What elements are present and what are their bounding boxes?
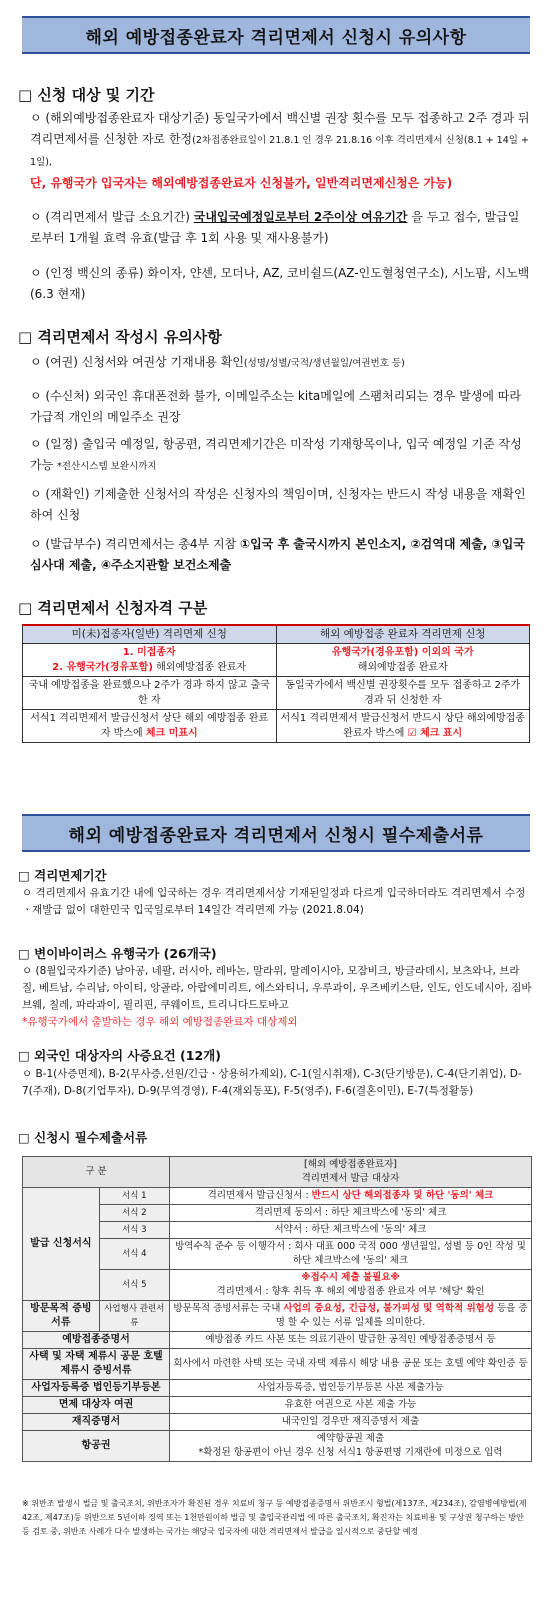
col-header-unvaccinated: 미(未)접종자(일반) 격리면제 신청 bbox=[23, 625, 277, 644]
page-banner-top bbox=[22, 16, 530, 54]
section-title: □ 격리면제기간 bbox=[18, 868, 107, 883]
section-title: □ 신청 대상 및 기간 bbox=[18, 86, 155, 104]
eligibility-table bbox=[22, 624, 530, 743]
bullet-copies: ㅇ (발급부수) 격리면제서는 총4부 지참 ①입국 후 출국시까지 본인소지, ②검역대 제출, ③입국심사대 제출, ④주소지관할 보건소제출 bbox=[30, 537, 525, 572]
table-header-row: 구 분 [해외 예방접종완료자] 격리면제서 발급 대상자 bbox=[23, 1157, 532, 1188]
footnote: ※ 위반조 발생시 벌금 및 출국조치, 위반조자가 확진된 경우 치료비 청구 등 예방접종증명서 위반조시 형벌(제137조, 제234조), 감염병예방법(제42조, 제47조)등 위반으로 5년이하 징역 또는 1천만원이하 벌금 및 출입국관리법 에 따른 출국조치, 확진자는 치료비용 및 구상권 청구하는 방안 등 검토 중, 위반조 사례가 다수 발생하는 국가는 해당국 입국자에 대한 격리면제서 발급을 일시적으로 중단할 예정 bbox=[22, 1499, 527, 1536]
page-banner-second bbox=[22, 814, 530, 852]
table-row: 면제 대상자 여권 유효한 여권으로 사본 제출 가능 bbox=[23, 1397, 532, 1414]
bullet-vaccine-types: ㅇ (인정 백신의 종류) 화이자, 얀센, 모더나, AZ, 코비쉴드(AZ-인도혈청연구소), 시노팜, 시노백(6.3 현재) bbox=[30, 266, 530, 301]
table-row: 재직증명서 내국인일 경우만 재직증명서 제출 bbox=[23, 1414, 532, 1431]
banner-title: 해외 예방접종완료자 격리면제서 신청시 필수제출서류 bbox=[68, 825, 484, 846]
section-title: □ 변이바이러스 유행국가 (26개국) bbox=[18, 946, 217, 961]
bullet-variant-countries: ㅇ (8월입국자기준) 남아공, 네팔, 러시아, 레바논, 말라위, 말레이시아, 모잠비크, 방글라데시, 보츠와나, 브라질, 베트남, 수리남, 아이티, 앙골라, 아랍에미리트, 에스와티니, 우루과이, 우즈베키스탄, 인도, 인도네시아, 짐바브웨, 칠레, 파라과이, 필리핀, 쿠웨이트, 트리니다드토바고 *유행국가에서 출발하는 경우 해외 예방접종완료자 대상제외 bbox=[22, 965, 532, 1028]
table-row: 예방접종증명서 예방접종 카드 사본 또는 의료기관이 발급한 공적인 예방접종증명서 등 bbox=[23, 1332, 532, 1349]
bullet-target-criteria: ㅇ (해외예방접종완료자 대상기준) 동일국가에서 백신별 권장 횟수를 모두 접종하고 2주 경과 뒤 격리면제서를 신청한 자로 한정(2차접종완료일이 21.8.1 인 경우 21.8.16 이후 격리면제서 신청(8.1 + 14일 + 1일), 단, 유행국가 입국자는 해외예방접종완료자 신청불가, 일반격리면제신청은 가능) bbox=[30, 111, 530, 190]
table-row: 서식1 격리면제서 발급신청서 상단 해외 예방접종 완료자 박스에 체크 미표시 서식1 격리면제서 발급신청서 반드시 상단 해외예방접종 완료자 박스에 ☑ 체크 표시 bbox=[23, 710, 530, 743]
table-row: 사업자등록증 법인등기부등본 사업자등록증, 법인등기부등본 사본 제출가능 bbox=[23, 1380, 532, 1397]
col-header-vaccinated: 해외 예방접종 완료자 격리면제 신청 bbox=[276, 625, 530, 644]
table-row: 항공권 예약항공권 제출 *확정된 항공편이 아닌 경우 신청 서식1 항공편명 기재란에 미정으로 입력 bbox=[23, 1431, 532, 1462]
table-row: 서식 4 방역수칙 준수 등 이행각서 : 회사 대표 000 국적 000 생년월일, 성별 등 0인 작성 및 하단 체크박스에 '동의' 체크 bbox=[23, 1239, 532, 1270]
table-row: 방문목적 증빙서류 사업행사 관련서류 방문목적 증빙서류는 국내 사업의 중요성, 긴급성, 불가피성 및 역학적 위험성 등을 증명 할 수 있는 서류 일체를 의미한다. bbox=[23, 1301, 532, 1332]
bullet-reconfirm: ㅇ (재확인) 기제출한 신청서의 작성은 신청자의 책임이며, 신청자는 반드시 작성 내용을 재확인 하여 신청 bbox=[30, 487, 526, 522]
required-documents-table bbox=[22, 1156, 532, 1462]
section-title: □ 신청시 필수제출서류 bbox=[18, 1130, 148, 1145]
table-row: 1. 미접종자 2. 유행국가(경유포함) 해외예방접종 완료자 유행국가(경유포함) 이외의 국가 해외예방접종 완료자 bbox=[23, 644, 530, 677]
table-row: 발급 신청서식 서식 1 격리면제서 발급신청서 : 반드시 상단 해외접종자 및 하단 '동의' 체크 bbox=[23, 1188, 532, 1205]
bullet-schedule: ㅇ (일정) 출입국 예정일, 항공편, 격리면제기간은 미작성 기재항목이나, 입국 예정일 기준 작성가능 *전산시스템 보완시까지 bbox=[30, 437, 522, 472]
bullet-recipient: ㅇ (수신처) 외국인 휴대폰전화 불가, 이메일주소는 kita메일에 스팸처리되는 경우 발생에 따라 가급적 개인의 메일주소 권장 bbox=[30, 389, 521, 424]
section-title: □ 외국인 대상자의 사증요건 (12개) bbox=[18, 1048, 221, 1063]
bullet-passport: ㅇ (여권) 신청서와 여권상 기재내용 확인(성명/성별/국적/생년월일/여권번호 등) bbox=[30, 355, 405, 369]
table-row: 사택 및 자택 제류시 공문 호텔 제류시 증빙서류 회사에서 마련한 사택 또는 국내 자택 제류시 해당 내용 공문 또는 호텔 예약 확인증 등 bbox=[23, 1349, 532, 1380]
bullet-issue-period: ㅇ (격리면제서 발급 소요기간) 국내입국예정일로부터 2주이상 여유기간 을 두고 접수, 발급일로부터 1개월 효력 유효(발급 후 1회 사용 및 재사용불가) bbox=[30, 210, 520, 245]
table-row: 서식 3 서약서 : 하단 체크박스에 '동의' 체크 bbox=[23, 1222, 532, 1239]
table-row: 국내 예방접종을 완료했으나 2주가 경과 하지 않고 출국한 자 동일국가에서 백신별 권장횟수를 모두 접종하고 2주가 경과 뒤 신청한 자 bbox=[23, 677, 530, 710]
section-title: □ 격리면제서 작성시 유의사항 bbox=[18, 328, 222, 346]
table-row: 서식 5 ※접수시 제출 불필요※ 격리면제서 : 향후 취득 후 해외 예방접종 완료자 여부 '해당' 확인 bbox=[23, 1270, 532, 1301]
section-title: □ 격리면제서 신청자격 구분 bbox=[18, 599, 208, 617]
bullet-visa-requirements: ㅇ B-1(사증면제), B-2(무사증,선원/긴급ㆍ상용허가제외), C-1(일시취재), C-3(단기방문), C-4(단기취업), D-7(주재), D-8(기업투자), D-9(무역경영), F-4(재외동포), F-5(영주), F-6(결혼이민), E-7(특정활동) bbox=[22, 1068, 522, 1097]
banner-title: 해외 예방접종완료자 격리면제서 신청시 유의사항 bbox=[85, 27, 467, 48]
bullet-exemption-period: ㅇ 격리면제서 유효기간 내에 입국하는 경우 격리면제서상 기재된일정과 다르게 입국하더라도 격리면제서 수정ㆍ재발급 없이 대한민국 입국일로부터 14일간 격리면제 가능 (2021.8.04) bbox=[22, 887, 526, 916]
table-row: 서식 2 격리면제 동의서 : 하단 체크박스에 '동의' 체크 bbox=[23, 1205, 532, 1222]
